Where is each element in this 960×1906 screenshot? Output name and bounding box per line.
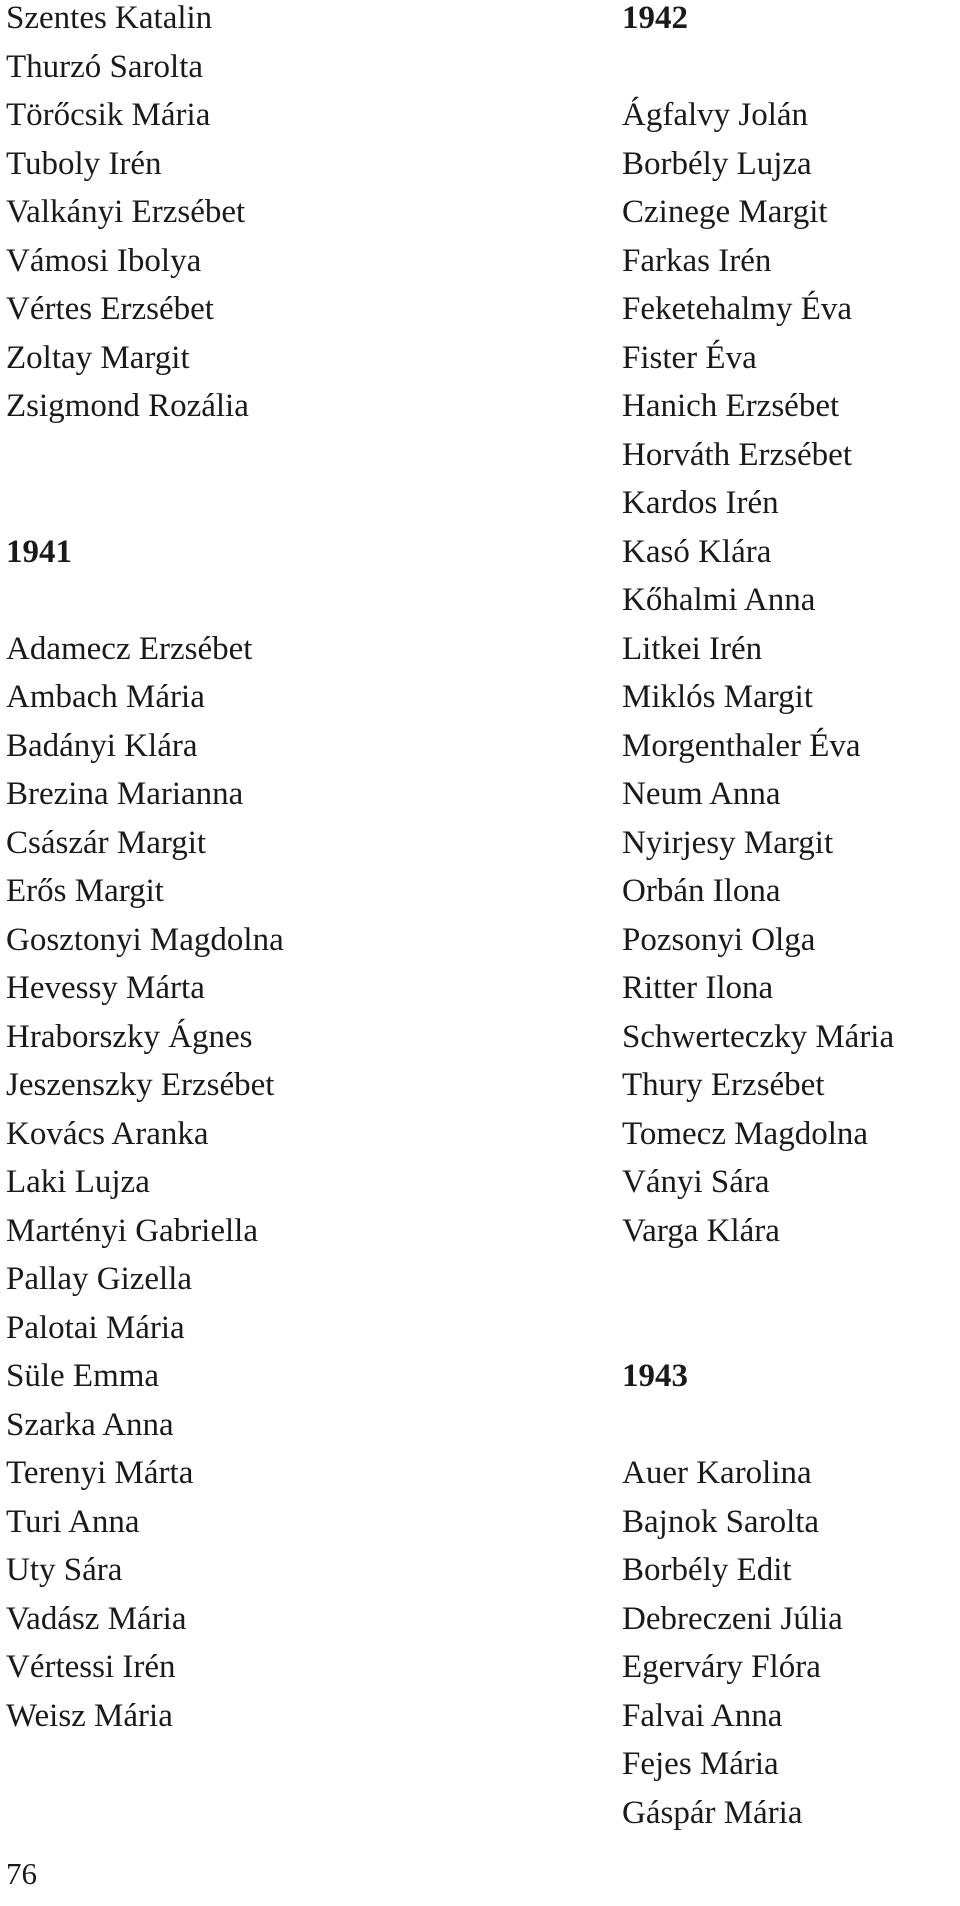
name-entry: Terenyi Márta (6, 1455, 194, 1491)
name-entry: Zoltay Margit (6, 339, 190, 376)
name-entry: Badányi Klára (6, 727, 198, 764)
name-entry: Farkas Irén (622, 242, 772, 279)
left-column (6, 0, 566, 1740)
name-entry: Turi Anna (6, 1503, 140, 1540)
name-entry: Pallay Gizella (6, 1261, 193, 1297)
name-entry: Zsigmond Rozália (6, 388, 249, 424)
name-entry: Adamecz Erzsébet (6, 630, 253, 667)
name-entry: Hevessy Márta (6, 970, 205, 1006)
name-entry: Kasó Klára (622, 533, 772, 570)
name-entry: Szarka Anna (6, 1406, 174, 1443)
name-entry: Fister Éva (622, 339, 757, 376)
name-entry: Tuboly Irén (6, 145, 162, 182)
year-heading: 1943 (622, 1358, 688, 1394)
name-entry: Ágfalvy Jolán (622, 97, 809, 133)
name-entry: Litkei Irén (622, 630, 763, 667)
name-entry: Borbély Edit (622, 1552, 792, 1588)
name-entry: Feketehalmy Éva (622, 291, 853, 327)
name-entry: Ambach Mária (6, 679, 205, 715)
name-entry: Vámosi Ibolya (6, 242, 202, 279)
blank-line (622, 1255, 952, 1304)
blank-line (6, 576, 566, 625)
name-entry: Gosztonyi Magdolna (6, 921, 284, 958)
name-entry: Bajnok Sarolta (622, 1503, 820, 1540)
name-entry: Gáspár Mária (622, 1794, 803, 1831)
name-entry: Jeszenszky Erzsébet (6, 1067, 275, 1103)
name-entry: Debreczeni Júlia (622, 1600, 843, 1637)
year-heading: 1941 (6, 533, 72, 570)
name-entry: Miklós Margit (622, 679, 813, 715)
name-entry: Hraborszky Ágnes (6, 1018, 253, 1055)
name-entry: Kardos Irén (622, 485, 779, 521)
year-heading: 1942 (622, 0, 688, 36)
name-entry: Kőhalmi Anna (622, 582, 816, 618)
blank-line (622, 43, 952, 92)
name-entry: Vértes Erzsébet (6, 291, 214, 327)
name-entry: Falvai Anna (622, 1697, 783, 1734)
name-entry: Fejes Mária (622, 1746, 779, 1782)
page-number: 76 (6, 1856, 37, 1891)
name-entry: Weisz Mária (6, 1697, 173, 1734)
name-entry: Schwerteczky Mária (622, 1018, 895, 1055)
name-entry: Orbán Ilona (622, 873, 781, 909)
name-entry: Czinege Margit (622, 194, 828, 230)
name-entry: Pozsonyi Olga (622, 921, 816, 958)
name-entry: Vadász Mária (6, 1600, 187, 1637)
name-entry: Ványi Sára (622, 1164, 770, 1200)
name-entry: Morgenthaler Éva (622, 727, 861, 764)
name-entry: Brezina Marianna (6, 776, 244, 812)
name-entry: Erős Margit (6, 873, 164, 909)
name-entry: Süle Emma (6, 1358, 160, 1394)
name-entry: Kovács Aranka (6, 1115, 209, 1152)
name-entry: Palotai Mária (6, 1309, 185, 1346)
name-entry: Császár Margit (6, 824, 207, 861)
name-entry: Varga Klára (622, 1212, 780, 1249)
blank-line (622, 1304, 952, 1353)
name-entry: Tomecz Magdolna (622, 1115, 869, 1152)
name-entry: Borbély Lujza (622, 145, 812, 182)
name-entry: Thury Erzsébet (622, 1067, 825, 1103)
name-entry: Valkányi Erzsébet (6, 194, 246, 230)
blank-line (6, 431, 566, 480)
name-entry: Ritter Ilona (622, 970, 774, 1006)
blank-line (622, 1401, 952, 1450)
name-entry: Neum Anna (622, 776, 781, 812)
name-entry: Horváth Erzsébet (622, 436, 852, 473)
name-entry: Auer Karolina (622, 1455, 812, 1491)
blank-line (6, 479, 566, 528)
name-entry: Hanich Erzsébet (622, 388, 840, 424)
name-entry: Vértessi Irén (6, 1649, 176, 1685)
name-entry: Laki Lujza (6, 1164, 150, 1200)
name-entry: Törőcsik Mária (6, 97, 211, 133)
name-entry: Uty Sára (6, 1552, 123, 1588)
name-entry: Szentes Katalin (6, 0, 213, 36)
name-entry: Nyirjesy Margit (622, 824, 834, 861)
name-entry: Egerváry Flóra (622, 1649, 821, 1685)
name-entry: Martényi Gabriella (6, 1212, 258, 1249)
right-column (622, 0, 952, 1837)
name-entry: Thurzó Sarolta (6, 48, 204, 85)
